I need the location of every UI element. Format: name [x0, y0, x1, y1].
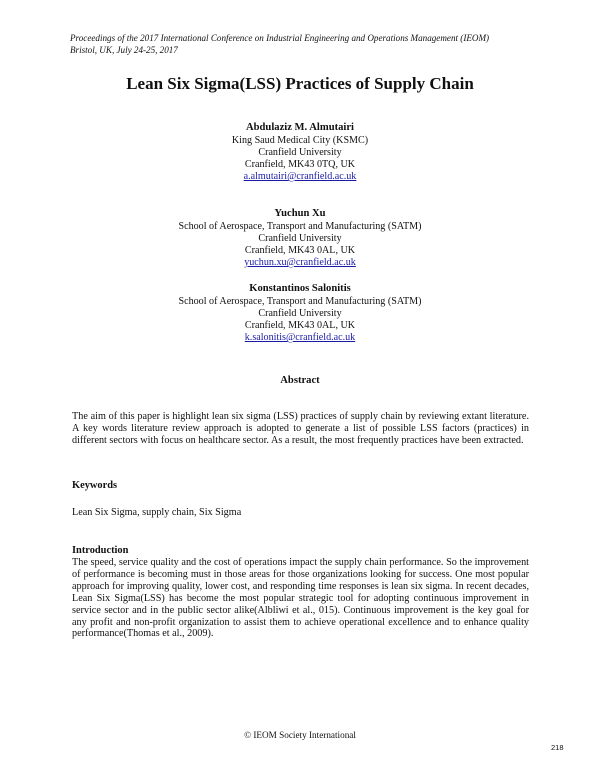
author-affiliation-line: King Saud Medical City (KSMC) [231, 135, 369, 146]
abstract-heading: Abstract [280, 375, 320, 386]
introduction-heading: Introduction [72, 545, 129, 556]
author-block-1 [0, 122, 600, 183]
proceedings-title-line: Proceedings of the 2017 International Conference on Industrial Engineering and Operations Management (IEOM) [70, 33, 490, 43]
introduction-text: The speed, service quality and the cost of operations impact the supply chain performance. So the improvement of performance is becoming must in those areas for those organizations looking for success. One most popular approach for improving quality, lower cost, and responding time responses is lean six sigma. In recent decades, Lean Six Sigma(LSS) has become the most popular strategic tool for adopting continuous improvement in service sector and in the public sector alike(Albliwi et al., 015). Continuous improvement is the key goal for any profit and non-profit organization to assist them to achieve operational excellence and to enhance quality performance(Thomas et al., 2009). [72, 557, 529, 640]
author-email-link[interactable]: a.almutairi@cranfield.ac.uk [243, 171, 357, 182]
author-affiliation-line: Cranfield, MK43 0AL, UK [244, 320, 356, 331]
paper-title: Lean Six Sigma(LSS) Practices of Supply Chain [126, 74, 474, 93]
author-block-2 [0, 208, 600, 269]
author-affiliation-line: Cranfield University [258, 147, 342, 158]
author-affiliation-line: Cranfield University [258, 308, 342, 319]
keywords-heading: Keywords [72, 480, 118, 491]
author-affiliation-line: School of Aerospace, Transport and Manufacturing (SATM) [178, 296, 422, 307]
proceedings-location-line: Bristol, UK, July 24-25, 2017 [70, 44, 178, 55]
author-affiliation-line: Cranfield University [258, 233, 342, 244]
author-affiliation-line: Cranfield, MK43 0AL, UK [244, 245, 356, 256]
keywords-text: Lean Six Sigma, supply chain, Six Sigma [72, 507, 242, 518]
author-block-3 [0, 283, 600, 344]
author-name: Konstantinos Salonitis [249, 283, 351, 294]
page-number: 218 [551, 743, 564, 752]
author-affiliation-line: Cranfield, MK43 0TQ, UK [244, 159, 356, 170]
copyright-footer: © IEOM Society International [244, 730, 356, 740]
author-email-link[interactable]: yuchun.xu@cranfield.ac.uk [244, 257, 356, 268]
author-name: Yuchun Xu [274, 208, 326, 219]
author-name: Abdulaziz M. Almutairi [246, 122, 354, 133]
proceedings-header [70, 33, 540, 56]
author-affiliation-line: School of Aerospace, Transport and Manufacturing (SATM) [178, 221, 422, 232]
author-email-link[interactable]: k.salonitis@cranfield.ac.uk [244, 332, 356, 343]
abstract-text: The aim of this paper is highlight lean six sigma (LSS) practices of supply chain by reviewing extant literature. A key words literature review approach is adopted to generate a list of possible LSS factors (practices) in different sectors with focus on healthcare sector. As a result, the most frequently practices have been extracted. [72, 411, 529, 446]
